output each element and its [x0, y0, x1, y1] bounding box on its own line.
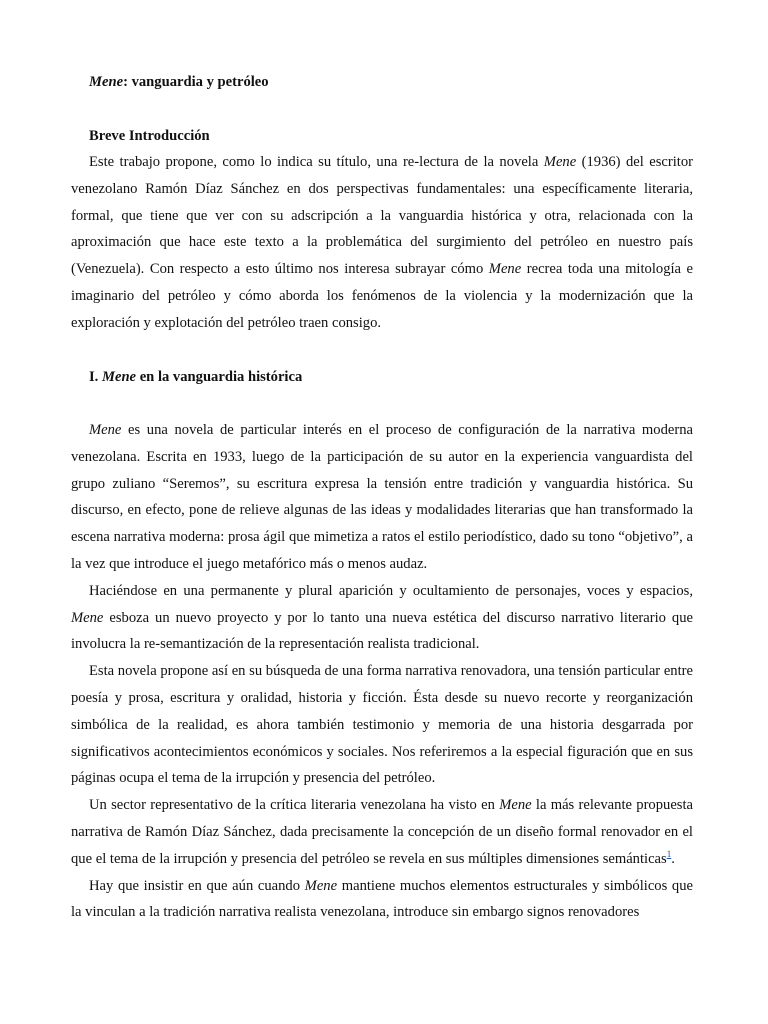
title-rest: : vanguardia y petróleo: [123, 74, 269, 90]
section-body: [71, 417, 693, 926]
section-paragraph-5: Hay que insistir en que aún cuando Mene mantiene muchos elementos estructurales y simbólicos que la vinculan a la tradición narrativa realista venezolana, introduce sin embargo signos renovadores: [71, 877, 693, 921]
intro-body: [71, 149, 693, 337]
section-paragraph-3: Esta novela propone así en su búsqueda de una forma narrativa renovadora, una tensión particular entre poesía y prosa, escritura y oralidad, historia y ficción. Ésta desde su nuevo recorte y reorganización simbólica de la realidad, es ahora también testimonio y memoria de una historia desgarrada por significativos acontecimientos económicos y sociales. Nos referiremos a la especial figuración que en sus páginas ocupa el tema de la irrupción y presencia del petróleo.: [71, 663, 693, 787]
section-paragraph-1: Mene es una novela de particular interés en el proceso de configuración de la narrativa moderna venezolana. Escrita en 1933, luego de la participación de su autor en la experiencia vanguardista del grupo zuliano “Seremos”, su escritura expresa la tensión entre tradición y vanguardia histórica. Su discurso, en efecto, pone de relieve algunas de las ideas y modalidades literarias que han transformado la escena narrativa moderna: prosa ágil que mimetiza a ratos el estilo periodístico, dado su tono “objetivo”, a la vez que introduce el juego metafórico más o menos audaz.: [71, 422, 693, 572]
section-heading: I. Mene en la vanguardia histórica: [89, 369, 303, 385]
section-paragraph-2: Haciéndose en una permanente y plural aparición y ocultamiento de personajes, voces y espacios, Mene esboza un nuevo proyecto y por lo tanto una nueva estética del discurso narrativo literario que involucra la re-semantización de la representación realista tradicional.: [71, 582, 693, 653]
intro-heading: Breve Introducción: [89, 128, 210, 144]
document-title: [89, 72, 269, 92]
section-paragraph-4: Un sector representativo de la crítica literaria venezolana ha visto en Mene la más relevante propuesta narrativa de Ramón Díaz Sánchez, dada precisamente la concepción de un diseño formal renovador en el que el tema de la irrupción y presencia del petróleo se revela en sus múltiples dimensiones semánticas$^1$.: [71, 797, 694, 867]
footnote-link[interactable]: 1: [666, 848, 672, 859]
intro-paragraph: Este trabajo propone, como lo indica su título, una re-lectura de la novela Mene (1936) del escritor venezolano Ramón Díaz Sánchez en dos perspectivas fundamentales: una específicamente literaria, formal, que tiene que ver con su adscripción a la vanguardia histórica y otra, relacionada con la aproximación que hace este texto a la problemática del surgimiento del petróleo en nuestro país (Venezuela). Con respecto a esto último nos interesa subrayar cómo Mene recrea toda una mitología e imaginario del petróleo y cómo aborda los fenómenos de la violencia y la modernización que la exploración y explotación del petróleo traen consigo.: [71, 154, 694, 331]
title-italic: Mene: [89, 74, 124, 90]
